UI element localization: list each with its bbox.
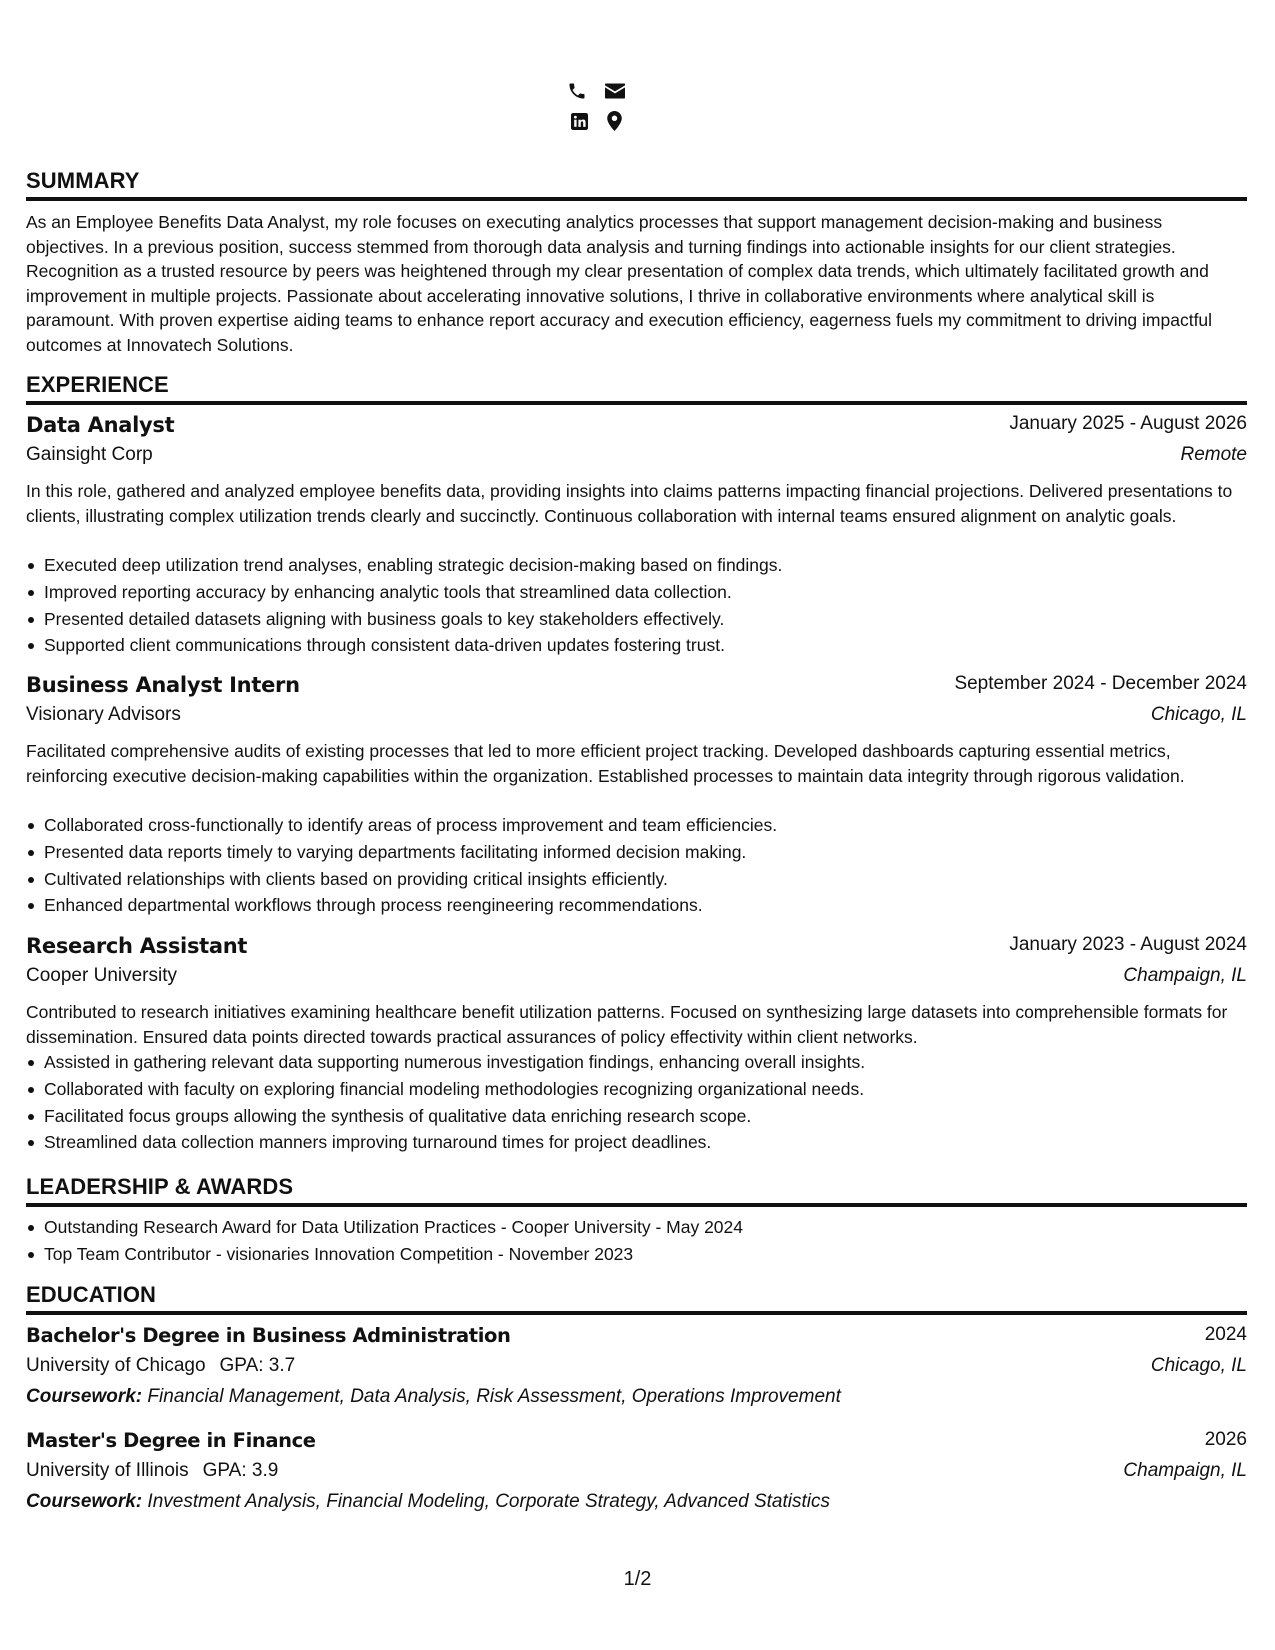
list-item: Executed deep utilization trend analyses, enabling strategic decision-making based on findings. — [26, 552, 1247, 579]
education-heading: EDUCATION — [26, 1282, 1247, 1315]
summary-text: As an Employee Benefits Data Analyst, my role focuses on executing analytics processes that support management decision-making and business objectives. In a previous position, success stemmed from thorough data analysis and turning findings into actionable insights for our client strategies. Recognition as a trusted resource by peers was heightened through my clear presentation of complex data trends, which ultimately facilitated growth and improvement in multiple projects. Passionate about accelerating innovative solutions, I thrive in collaborative environments where analytical skill is paramount. With proven expertise aiding teams to enhance report accuracy and execution efficiency, eagerness fuels my commitment to driving impactful outcomes at Innovatech Solutions. — [26, 212, 1213, 355]
job-description: Contributed to research initiatives examining healthcare benefit utilization patterns. Focused on synthesizing large datasets into comprehensible formats for dissemination. Ensured data points directed towards practical assurances of policy effectivity within client networks. — [26, 1002, 1228, 1047]
list-item: Improved reporting accuracy by enhancing analytic tools that streamlined data collection. — [26, 579, 1247, 606]
job-title: Data Analyst — [26, 413, 175, 437]
list-item: Top Team Contributor - visionaries Innovation Competition - November 2023 — [26, 1241, 1247, 1268]
degree-school-line — [26, 1355, 295, 1377]
list-item: Outstanding Research Award for Data Utilization Practices - Cooper University - May 2024 — [26, 1214, 1247, 1241]
location-icon[interactable] — [603, 110, 625, 132]
job-title: Business Analyst Intern — [26, 673, 300, 697]
list-item: Supported client communications through consistent data-driven updates fostering trust. — [26, 632, 1247, 659]
degree-subheader — [26, 1460, 1247, 1488]
degree-location: Champaign, IL — [1123, 1460, 1247, 1481]
list-item: Collaborated cross-functionally to identify areas of process improvement and team efficiencies. — [26, 812, 1247, 839]
job-location: Champaign, IL — [1123, 965, 1247, 986]
job-bullets — [26, 1049, 1247, 1156]
job-subheader — [26, 444, 1247, 472]
degree-gpa: GPA: 3.7 — [219, 1355, 296, 1376]
list-item: Facilitated focus groups allowing the synthesis of qualitative data enriching research scope. — [26, 1103, 1247, 1130]
list-item: Cultivated relationships with clients based on providing critical insights efficiently. — [26, 866, 1247, 893]
list-item: Presented detailed datasets aligning with business goals to key stakeholders effectively. — [26, 606, 1247, 633]
degree-header — [26, 1324, 1247, 1352]
job-bullets — [26, 552, 1247, 659]
coursework-label: Coursework: — [26, 1386, 143, 1407]
list-item: Enhanced departmental workflows through process reengineering recommendations. — [26, 892, 1247, 919]
list-item: Presented data reports timely to varying departments facilitating informed decision making. — [26, 839, 1247, 866]
coursework-text: Investment Analysis, Financial Modeling, Corporate Strategy, Advanced Statistics — [147, 1491, 830, 1512]
experience-heading: EXPERIENCE — [26, 372, 1247, 405]
degree-subheader — [26, 1355, 1247, 1383]
job-description: In this role, gathered and analyzed employee benefits data, providing insights into claims patterns impacting financial projections. Delivered presentations to clients, illustrating complex utilization trends clearly and succinctly. Continuous collaboration with internal teams ensured alignment on analytic goals. — [26, 481, 1233, 526]
email-icon[interactable] — [604, 80, 626, 102]
awards-heading: LEADERSHIP & AWARDS — [26, 1174, 1247, 1207]
linkedin-icon[interactable] — [568, 110, 590, 132]
list-item: Assisted in gathering relevant data supporting numerous investigation findings, enhancing overall insights. — [26, 1049, 1247, 1076]
job-header — [26, 673, 1247, 701]
coursework-label: Coursework: — [26, 1491, 143, 1512]
degree-school-line — [26, 1460, 278, 1482]
job-company: Cooper University — [26, 965, 177, 986]
job-dates: January 2025 - August 2026 — [1009, 413, 1247, 434]
list-item: Streamlined data collection manners improving turnaround times for project deadlines. — [26, 1129, 1247, 1156]
degree-school: University of Illinois — [26, 1460, 189, 1481]
job-subheader — [26, 704, 1247, 732]
degree-title: Bachelor's Degree in Business Administration — [26, 1324, 511, 1347]
job-description: Facilitated comprehensive audits of existing processes that led to more efficient project tracking. Developed dashboards capturing essential metrics, reinforcing executive decision-making capabilities within the organization. Established processes to maintain data integrity through rigorous validation. — [26, 741, 1185, 786]
degree-header — [26, 1429, 1247, 1457]
degree-year: 2026 — [1204, 1429, 1247, 1450]
degree-gpa: GPA: 3.9 — [202, 1460, 279, 1481]
awards-list — [26, 1214, 1247, 1268]
job-subheader — [26, 965, 1247, 993]
job-title: Research Assistant — [26, 934, 248, 958]
job-header — [26, 934, 1247, 962]
coursework-text: Financial Management, Data Analysis, Risk Assessment, Operations Improvement — [147, 1386, 841, 1407]
job-dates: September 2024 - December 2024 — [954, 673, 1247, 694]
list-item: Collaborated with faculty on exploring financial modeling methodologies recognizing organizational needs. — [26, 1076, 1247, 1103]
job-company: Gainsight Corp — [26, 444, 153, 465]
job-company: Visionary Advisors — [26, 704, 181, 725]
degree-coursework — [26, 1386, 1247, 1408]
page-number: 1/2 — [623, 1568, 652, 1590]
job-location: Chicago, IL — [1150, 704, 1247, 725]
job-header — [26, 413, 1247, 441]
job-dates: January 2023 - August 2024 — [1009, 934, 1247, 955]
job-location: Remote — [1180, 444, 1247, 465]
degree-school: University of Chicago — [26, 1355, 206, 1376]
phone-icon[interactable] — [566, 80, 588, 102]
degree-coursework — [26, 1491, 1247, 1513]
contact-icons — [26, 80, 1247, 140]
job-bullets — [26, 812, 1247, 919]
summary-heading: SUMMARY — [26, 168, 1247, 201]
degree-title: Master's Degree in Finance — [26, 1429, 316, 1452]
degree-year: 2024 — [1204, 1324, 1247, 1345]
degree-location: Chicago, IL — [1150, 1355, 1247, 1376]
